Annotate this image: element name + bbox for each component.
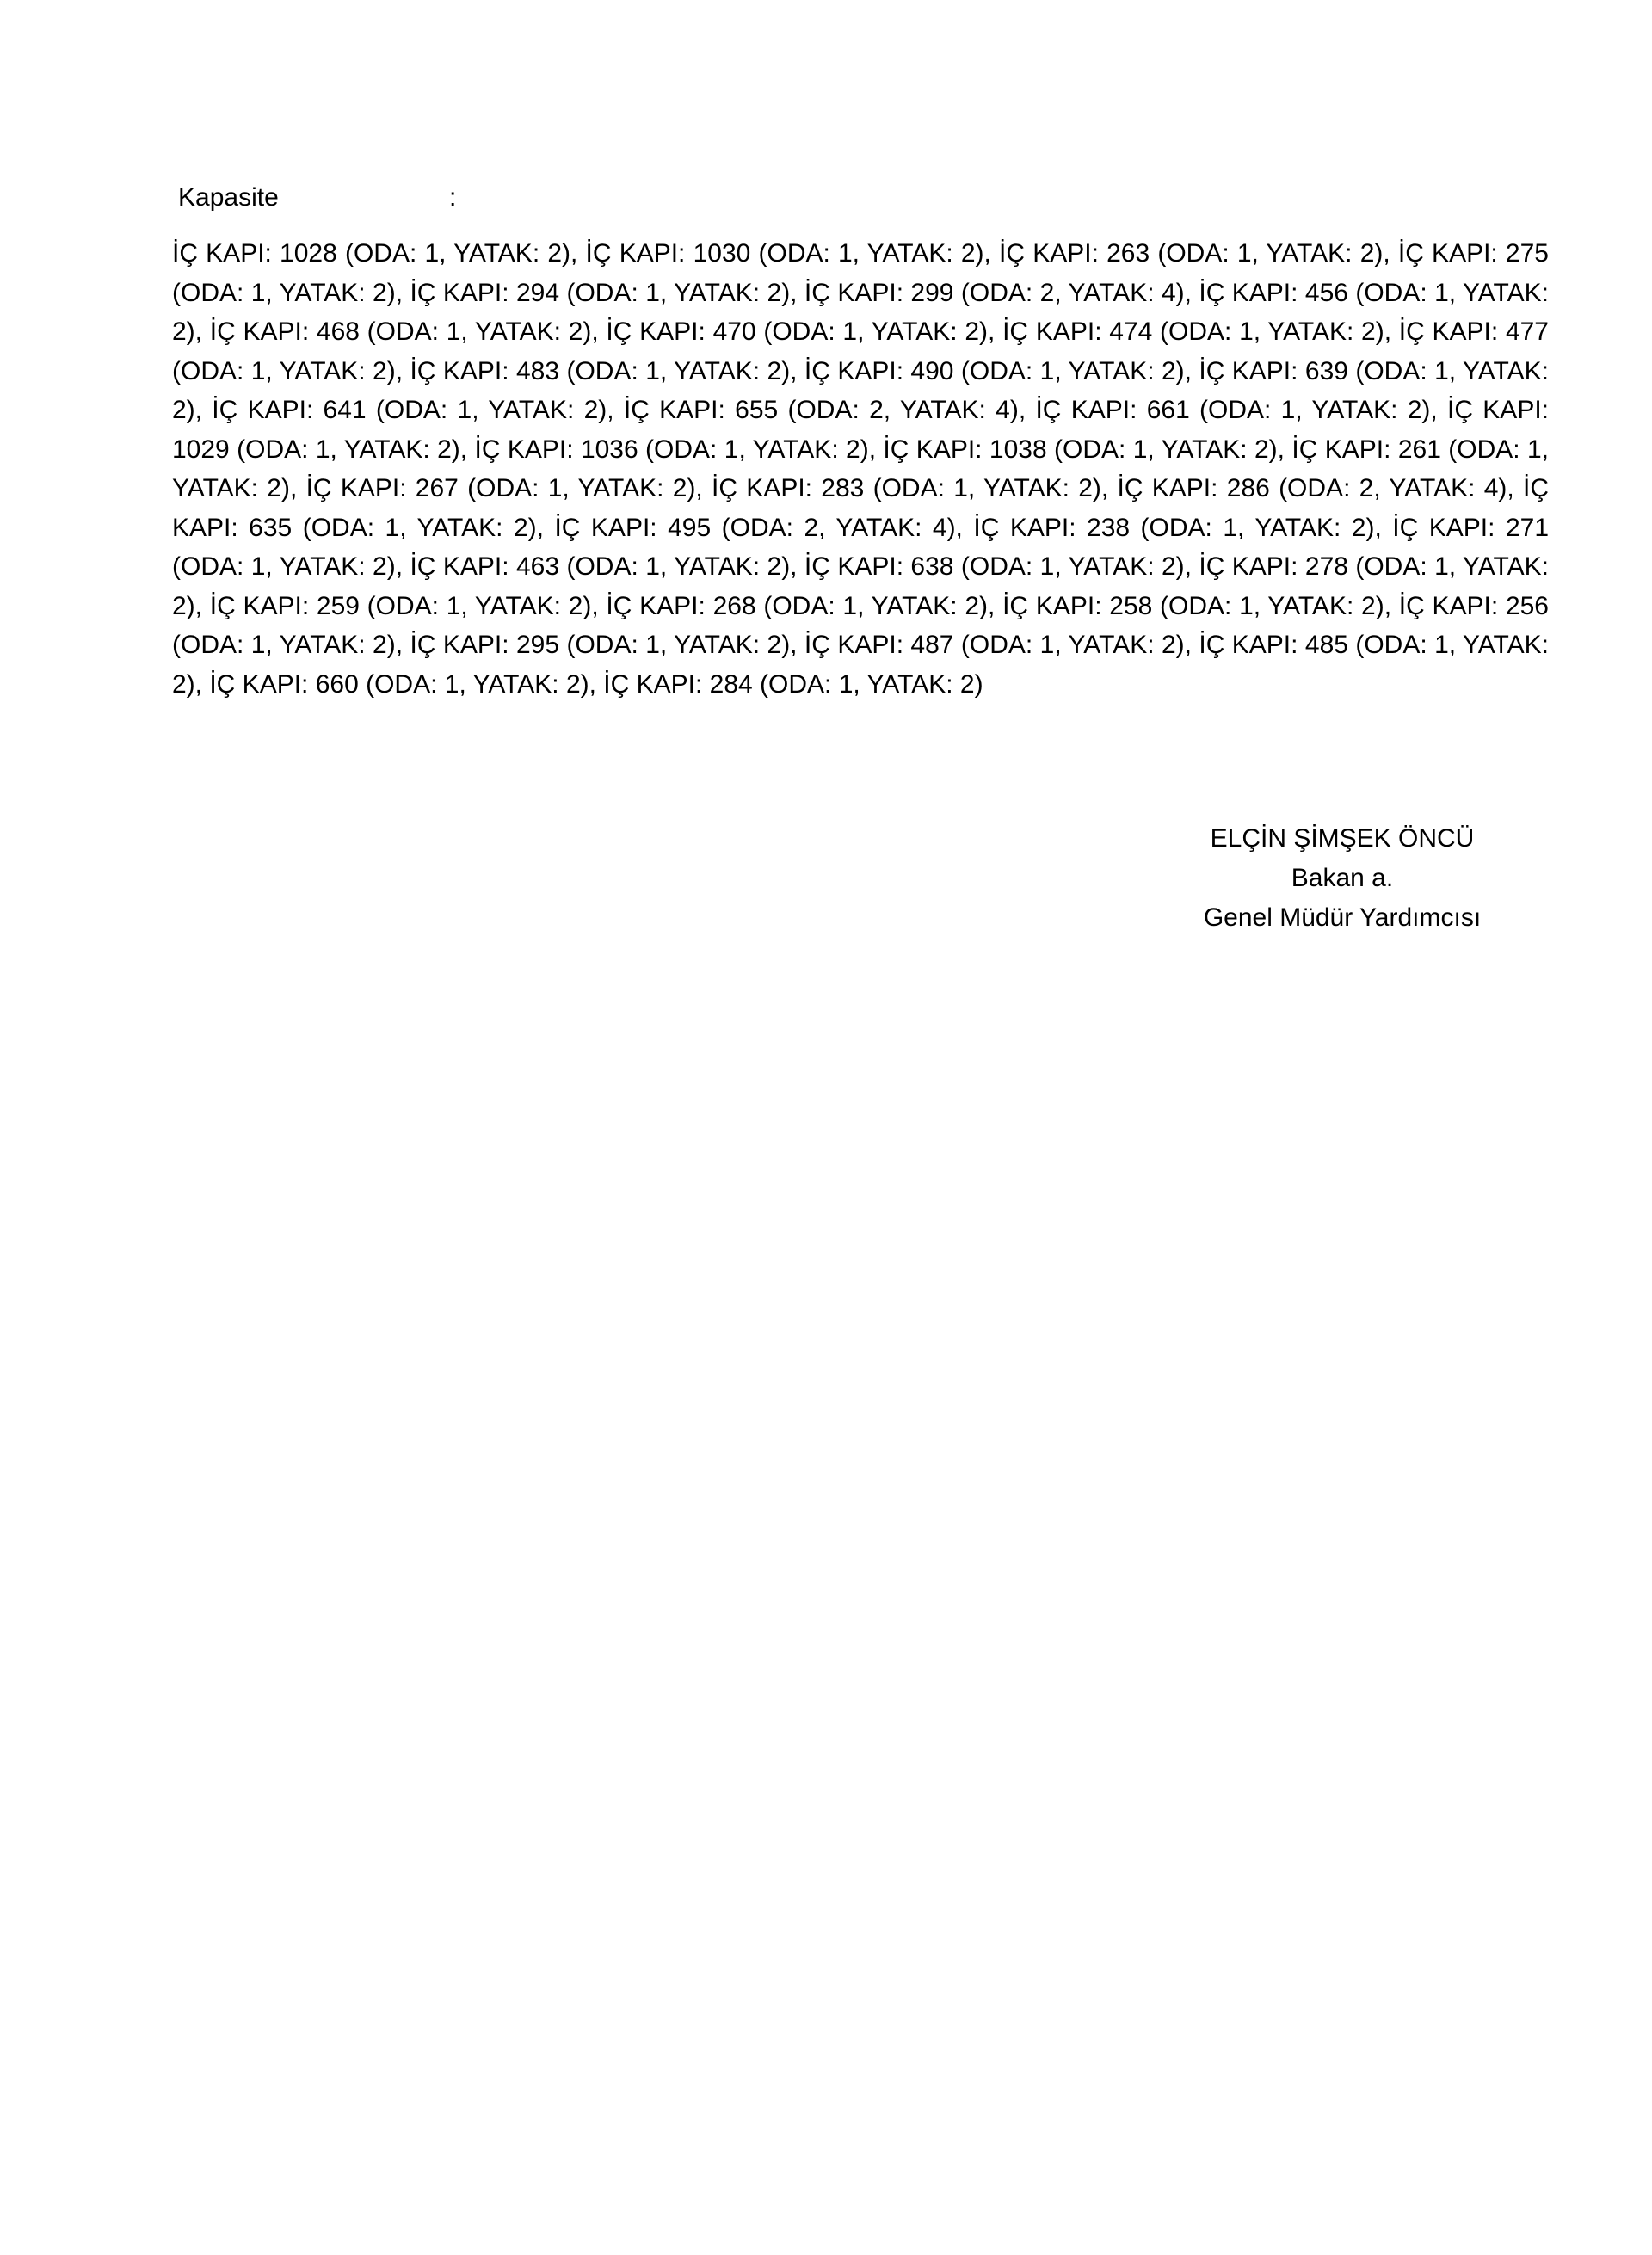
signature-block <box>1153 819 1532 938</box>
capacity-field-row <box>178 181 694 215</box>
capacity-value-text: İÇ KAPI: 1028 (ODA: 1, YATAK: 2), İÇ KAPI: 1030 (ODA: 1, YATAK: 2), İÇ KAPI: 263 (ODA: 1, YATAK: 2), İÇ KAPI: 275 (ODA: 1, YATAK: 2), İÇ KAPI: 294 (ODA: 1, YATAK: 2), İÇ KAPI: 299 (ODA: 2, YATAK: 4), İÇ KAPI: 456 (ODA: 1, YATAK: 2), İÇ KAPI: 468 (ODA: 1, YATAK: 2), İÇ KAPI: 470 (ODA: 1, YATAK: 2), İÇ KAPI: 474 (ODA: 1, YATAK: 2), İÇ KAPI: 477 (ODA: 1, YATAK: 2), İÇ KAPI: 483 (ODA: 1, YATAK: 2), İÇ KAPI: 490 (ODA: 1, YATAK: 2), İÇ KAPI: 639 (ODA: 1, YATAK: 2), İÇ KAPI: 641 (ODA: 1, YATAK: 2), İÇ KAPI: 655 (ODA: 2, YATAK: 4), İÇ KAPI: 661 (ODA: 1, YATAK: 2), İÇ KAPI: 1029 (ODA: 1, YATAK: 2), İÇ KAPI: 1036 (ODA: 1, YATAK: 2), İÇ KAPI: 1038 (ODA: 1, YATAK: 2), İÇ KAPI: 261 (ODA: 1, YATAK: 2), İÇ KAPI: 267 (ODA: 1, YATAK: 2), İÇ KAPI: 283 (ODA: 1, YATAK: 2), İÇ KAPI: 286 (ODA: 2, YATAK: 4), İÇ KAPI: 635 (ODA: 1, YATAK: 2), İÇ KAPI: 495 (ODA: 2, YATAK: 4), İÇ KAPI: 238 (ODA: 1, YATAK: 2), İÇ KAPI: 271 (ODA: 1, YATAK: 2), İÇ KAPI: 463 (ODA: 1, YATAK: 2), İÇ KAPI: 638 (ODA: 1, YATAK: 2), İÇ KAPI: 278 (ODA: 1, YATAK: 2), İÇ KAPI: 259 (ODA: 1, YATAK: 2), İÇ KAPI: 268 (ODA: 1, YATAK: 2), İÇ KAPI: 258 (ODA: 1, YATAK: 2), İÇ KAPI: 256 (ODA: 1, YATAK: 2), İÇ KAPI: 295 (ODA: 1, YATAK: 2), İÇ KAPI: 487 (ODA: 1, YATAK: 2), İÇ KAPI: 485 (ODA: 1, YATAK: 2), İÇ KAPI: 660 (ODA: 1, YATAK: 2), İÇ KAPI: 284 (ODA: 1, YATAK: 2) <box>172 239 1549 699</box>
signatory-on-behalf: Bakan a. <box>1291 864 1394 892</box>
signatory-name: ELÇİN ŞİMŞEK ÖNCÜ <box>1210 824 1475 853</box>
signatory-title: Genel Müdür Yardımcısı <box>1203 903 1482 932</box>
capacity-colon: : <box>449 183 457 212</box>
capacity-label: Kapasite <box>178 183 279 212</box>
